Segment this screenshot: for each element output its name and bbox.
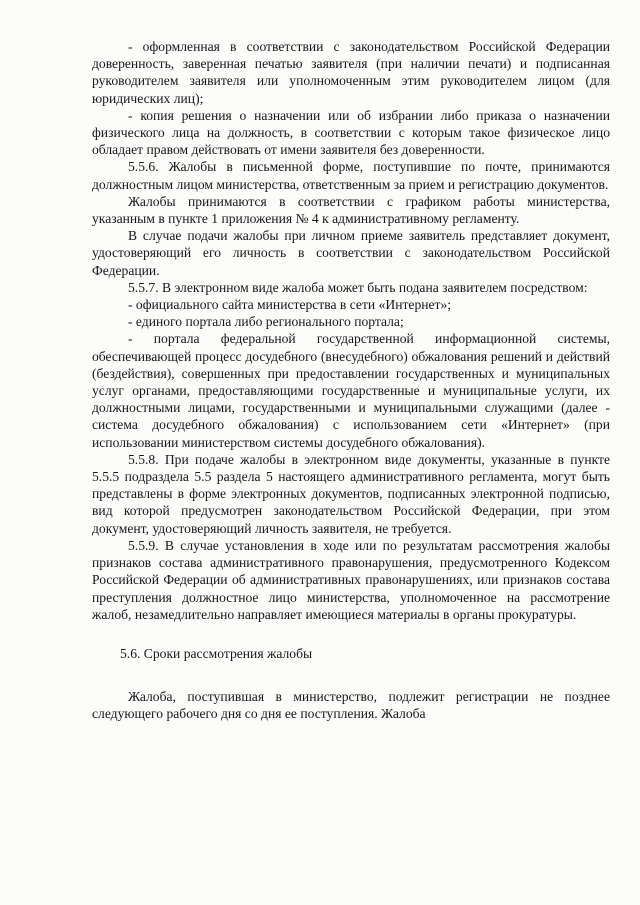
paragraph-registration: Жалоба, поступившая в министерство, подлежит регистрации не позднее следующего рабочего дня со дня ее поступления. Жалоба [92,689,610,722]
paragraph-personal-reception: В случае подачи жалобы при личном приеме заявитель представляет документ, удостоверяющий его личность в соответствии с законодательством Российской Федерации. [92,228,610,278]
list-item-federal-portal: - портала федеральной государственной информационной системы, обеспечивающей процесс досудебного (внесудебного) обжалования решений и действий (бездействия), совершенных при предоставлении государственных и муниципальных услуг органами, предоставляющими государственные и муниципальные услуги, их должностными лицами, государственными и муниципальными служащими (далее - система досудебного обжалования) с использованием сети «Интернет» (при использовании министерством системы досудебного обжалования). [92,331,610,450]
paragraph-appointment-copy: - копия решения о назначении или об избрании либо приказа о назначении физического лица на должность, в соответствии с которым такое физическое лицо обладает правом действовать от имени заявителя без доверенности. [92,107,610,158]
list-item-unified-portal: - единого портала либо регионального портала; [128,314,404,330]
spacer [92,662,610,688]
paragraph-schedule: Жалобы принимаются в соответствии с графиком работы министерства, указанным в пункте 1 приложения № 4 к административному регламенту. [92,193,610,227]
paragraph-5-5-6: 5.5.6. Жалобы в письменной форме, поступившие по почте, принимаются должностным лицом министерства, ответственным за прием и регистрацию документов. [92,159,610,192]
section-heading: 5.6. Сроки рассмотрения жалобы [120,645,313,661]
paragraph-power-of-attorney: - оформленная в соответствии с законодательством Российской Федерации доверенность, заверенная печатью заявителя (при наличии печати) и подписанная руководителем заявителя или уполномоченным этим руководителем лицом (для юридических лиц); [92,39,610,106]
paragraph-5-5-7: 5.5.7. В электронном виде жалоба может быть подана заявителем посредством: [128,279,588,295]
spacer [92,623,610,645]
list-item-official-site: - официального сайта министерства в сети «Интернет»; [128,297,452,313]
paragraph-5-5-8: 5.5.8. При подаче жалобы в электронном виде документы, указанные в пункте 5.5.5 подраздела 5.5 раздела 5 настоящего административного регламента, могут быть представлены в форме электронных документов, подписанных электронной подписью, вид которой предусмотрен законодательством Российской Федерации, при этом документ, удостоверяющий личность заявителя, не требуется. [92,451,610,536]
paragraph-5-5-9: 5.5.9. В случае установления в ходе или по результатам рассмотрения жалобы признаков состава административного правонарушения, предусмотренного Кодексом Российской Федерации об административных правонарушениях, или признаков состава преступления должностное лицо министерства, уполномоченное на рассмотрение жалоб, незамедлительно направляет имеющиеся материалы в органы прокуратуры. [92,537,610,622]
